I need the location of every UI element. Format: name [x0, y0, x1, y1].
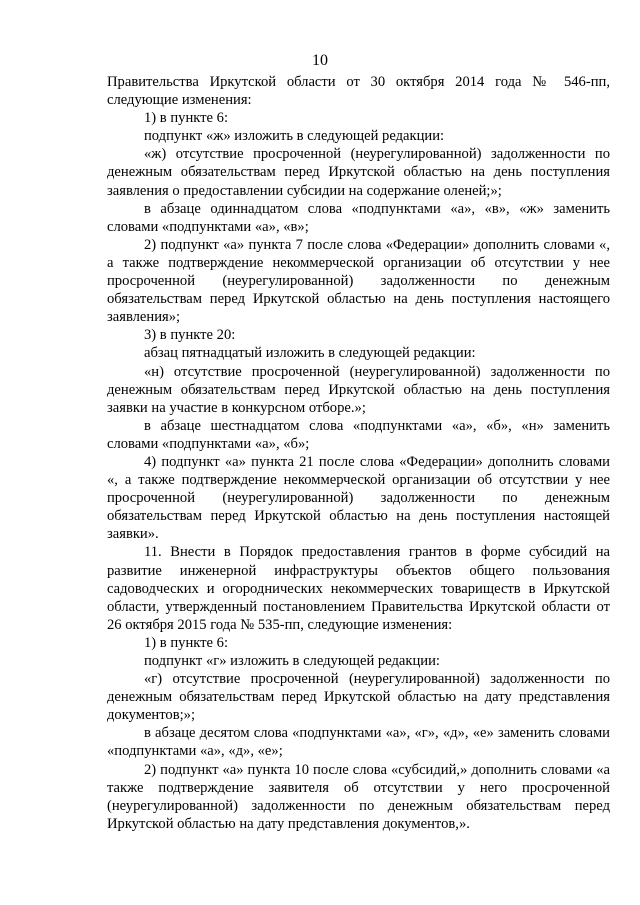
- page-number: 10: [312, 52, 328, 69]
- paragraph-14: подпункт «г» изложить в следующей редакции:: [144, 653, 440, 669]
- paragraph-6: 2) подпункт «а» пункта 7 после слова «Федерации» дополнить словами «, а также подтверждение некоммерческой организации об отсутствии у нее просроченной (неурегулированной) задолженности по денежным обязательствам перед Иркутской областью на день поступления настоящего заявления»;: [107, 236, 610, 326]
- document-body: [107, 73, 610, 833]
- paragraph-17: 2) подпункт «а» пункта 10 после слова «субсидий,» дополнить словами «а также подтверждение заявителя об отсутствии у него просроченной (неурегулированной) задолженности по денежным обязательствам перед Иркутской областью на дату представления документов,».: [107, 761, 610, 832]
- paragraph-13: 1) в пункте 6:: [144, 634, 229, 651]
- paragraph-9: «н) отсутствие просроченной (неурегулированной) задолженности по денежным обязательствам перед Иркутской областью на день поступления заявки на участие в конкурсном отборе.»;: [107, 363, 610, 416]
- paragraph-10: в абзаце шестнадцатом слова «подпунктами «а», «б», «н» заменить словами «подпунктами «а», «б»;: [107, 417, 610, 452]
- paragraph-1: Правительства Иркутской области от 30 октября 2014 года № 546-пп, следующие изменения:: [107, 74, 610, 109]
- paragraph-4: «ж) отсутствие просроченной (неурегулированной) задолженности по денежным обязательствам перед Иркутской областью на день поступления заявления о предоставлении субсидии на содержание оленей;»;: [107, 146, 610, 199]
- paragraph-7: 3) в пункте 20:: [144, 327, 236, 344]
- paragraph-16: в абзаце десятом слова «подпунктами «а», «г», «д», «е» заменить словами «подпунктами «а», «д», «е»;: [107, 725, 610, 760]
- paragraph-12: 11. Внести в Порядок предоставления грантов в форме субсидий на развитие инженерной инфраструктуры объектов общего пользования садоводческих и огороднических некоммерческих товариществ в Иркутской области, утвержденный постановлением Правительства Иркутской области от 26 октября 2015 года № 535-пп, следующие изменения:: [107, 544, 610, 633]
- paragraph-15: «г) отсутствие просроченной (неурегулированной) задолженности по денежным обязательствам перед Иркутской областью на дату представления документов;»;: [107, 671, 610, 724]
- paragraph-8: абзац пятнадцатый изложить в следующей редакции:: [144, 345, 476, 362]
- paragraph-2: 1) в пункте 6:: [144, 110, 229, 127]
- paragraph-5: в абзаце одиннадцатом слова «подпунктами «а», «в», «ж» заменить словами «подпунктами «а», «в»;: [107, 200, 610, 235]
- paragraph-11: 4) подпункт «а» пункта 21 после слова «Федерации» дополнить словами «, а также подтверждение некоммерческой организации об отсутствии у нее просроченной (неурегулированной) задолженности по денежным обязательствам перед Иркутской областью на день поступления настоящей заявки».: [107, 453, 610, 543]
- paragraph-3: подпункт «ж» изложить в следующей редакции:: [144, 128, 445, 145]
